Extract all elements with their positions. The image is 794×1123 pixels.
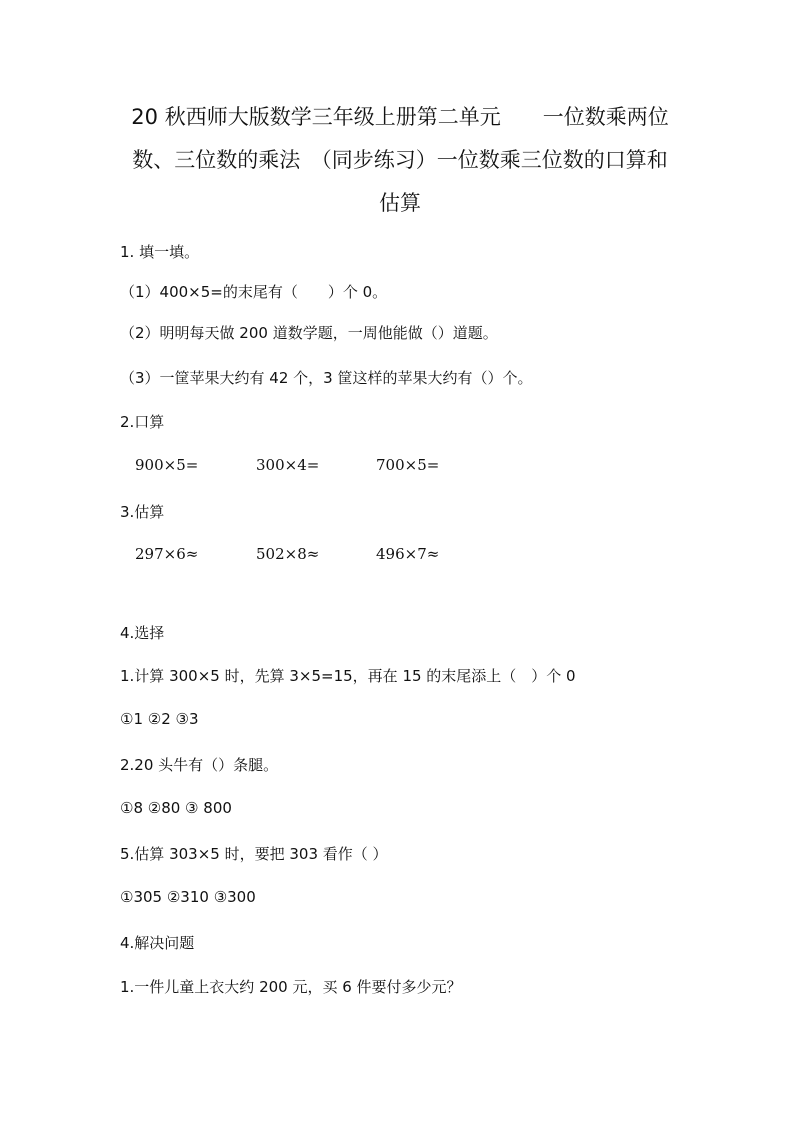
choice-question-1-options: ①1 ②2 ③3 [120,710,199,728]
section-2-heading: 2.口算 [120,413,165,431]
section-3-heading: 3.估算 [120,503,165,521]
choice-question-2-options: ①8 ②80 ③ 800 [120,799,232,817]
mental-math-problem-2: 300×4= [256,456,320,474]
section-5-heading: 4.解决问题 [120,934,195,952]
section-4-heading: 4.选择 [120,624,165,642]
mental-math-problem-1: 900×5= [135,456,199,474]
word-problem-1: 1.一件儿童上衣大约 200 元，买 6 件要付多少元？ [120,978,462,996]
choice-question-2: 2.20 头牛有（）条腿。 [120,756,279,774]
section-1-heading: 1. 填一填。 [120,243,200,261]
section-1-item-3: （3）一筐苹果大约有 42 个，3 筐这样的苹果大约有（）个。 [120,369,533,387]
estimate-problem-1: 297×6≈ [135,545,199,563]
choice-question-1: 1.计算 300×5 时，先算 3×5=15，再在 15 的末尾添上（ ）个 0 [120,667,576,685]
title-line-1: 20 秋西师大版数学三年级上册第二单元 一位数乘两位 [131,105,669,129]
estimate-problem-2: 502×8≈ [256,545,320,563]
choice-question-3-options: ①305 ②310 ③300 [120,888,256,906]
title-line-3: 估算 [379,191,421,215]
section-1-item-1: （1）400×5=的末尾有（ ）个 0。 [120,283,388,301]
mental-math-problem-3: 700×5= [376,456,440,474]
section-1-item-2: （2）明明每天做 200 道数学题，一周他能做（）道题。 [120,324,498,342]
page-title [120,96,680,225]
choice-question-3: 5.估算 303×5 时，要把 303 看作（ ） [120,845,388,863]
title-line-2: 数、三位数的乘法 （同步练习）一位数乘三位数的口算和 [132,148,668,172]
estimate-problem-3: 496×7≈ [376,545,440,563]
